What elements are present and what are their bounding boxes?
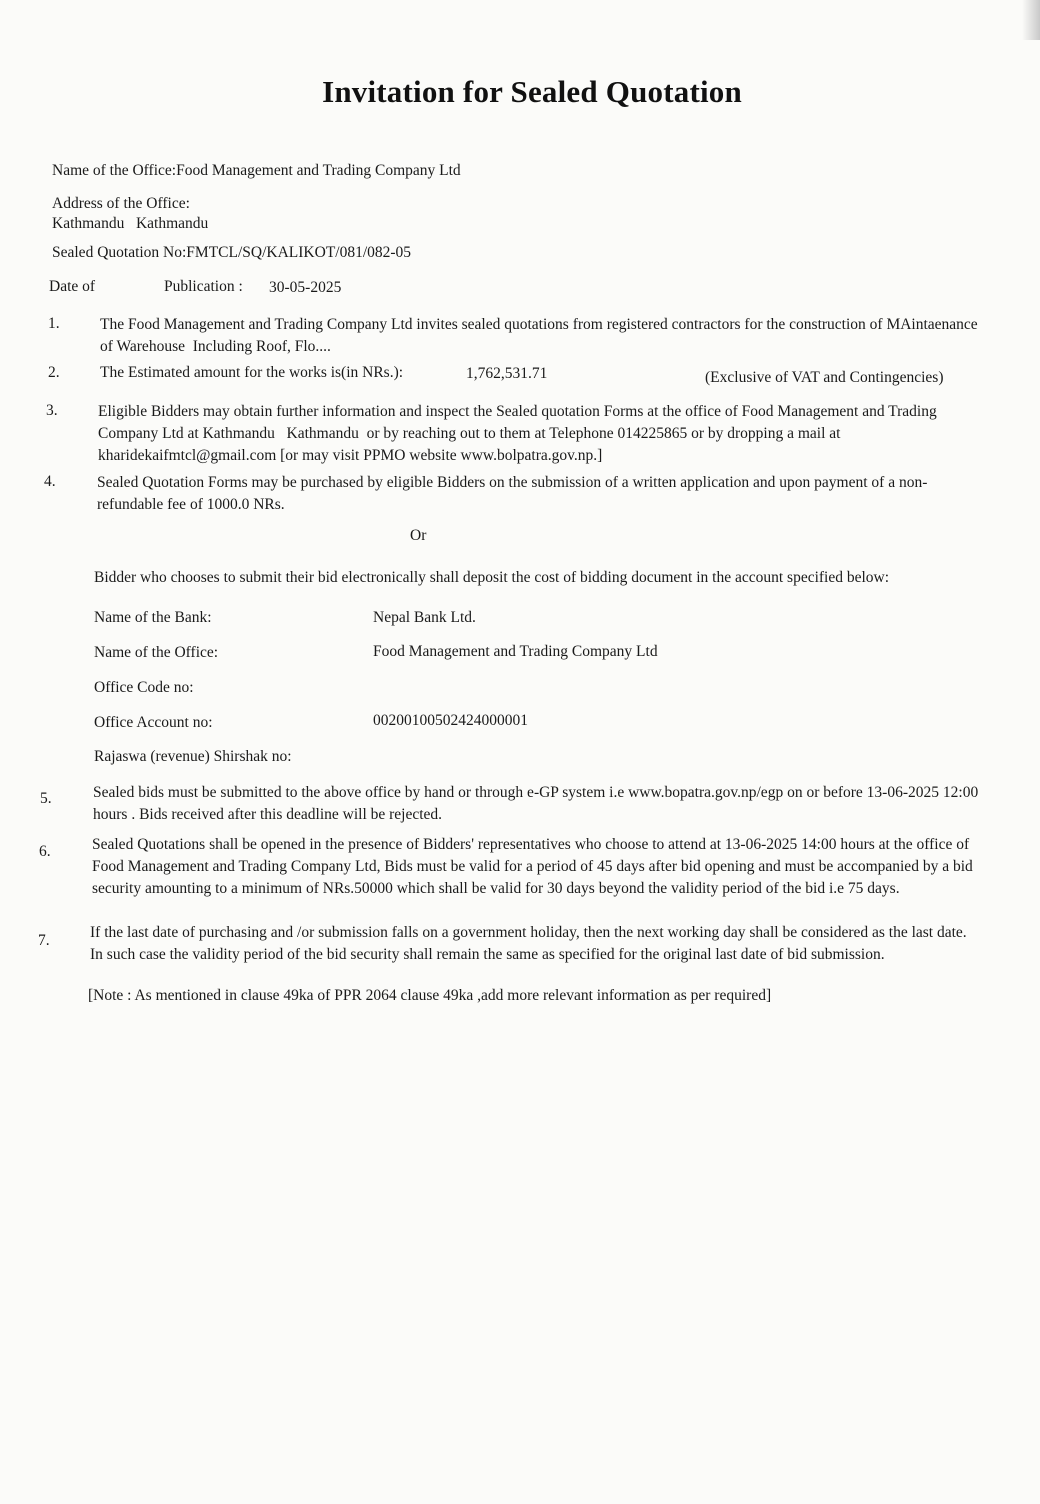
bank-office-value: Food Management and Trading Company Ltd: [373, 643, 658, 660]
publication-date: 30-05-2025: [269, 279, 342, 296]
item-number: 5.: [40, 790, 52, 807]
item-number: 6.: [39, 843, 51, 860]
item-text: Sealed bids must be submitted to the above office by hand or through e-GP system i.e www.bopatra.gov.np/egp on or before 13-06-2025 12:00 hours . Bids received after this deadline will be rejected.: [93, 784, 979, 823]
item-text: Eligible Bidders may obtain further information and inspect the Sealed quotation Forms at the office of Food Management and Trading Company Ltd at Kathmandu Kathmandu or by reaching out to them at Telephone 014225865 or by dropping a mail at kharidekaifmtcl@gmail.com [or may visit PPMO website www.bolpatra.gov.np.]: [98, 403, 941, 464]
rajaswa-label: Rajaswa (revenue) Shirshak no:: [94, 748, 292, 765]
item-text: The Food Management and Trading Company Ltd invites sealed quotations from registered contractors for the construction of MAintaenance of Warehouse Including Roof, Flo....: [100, 316, 982, 355]
item-number: 2.: [48, 364, 60, 381]
item-number: 7.: [38, 932, 50, 949]
document-title: Invitation for Sealed Quotation: [322, 74, 742, 109]
estimated-amount-label: The Estimated amount for the works is(in NRs.):: [100, 364, 404, 381]
item-number: 3.: [46, 402, 58, 419]
item-number: 1.: [48, 315, 60, 332]
item-text: Sealed Quotations shall be opened in the presence of Bidders' representatives who choose to attend at 13-06-2025 14:00 hours at the office of Food Management and Trading Company Ltd, Bids must be valid for a period of 45 days after bid opening and must be accompanied by a bid security amounting to a minimum of NRs.50000 which shall be valid for 30 days beyond the validity period of the bid i.e 75 days.: [92, 836, 973, 897]
date-label-2: Publication :: [164, 278, 243, 295]
office-code-label: Office Code no:: [94, 679, 194, 696]
estimated-amount: 1,762,531.71: [466, 365, 548, 382]
item-text: Sealed Quotation Forms may be purchased by eligible Bidders on the submission of a written application and upon payment of a non-refundable fee of 1000.0 NRs.: [97, 474, 928, 513]
item-number: 4.: [44, 473, 56, 490]
office-account-label: Office Account no:: [94, 714, 213, 731]
office-account-value: 00200100502424000001: [373, 712, 528, 729]
bank-name-label: Name of the Bank:: [94, 609, 212, 626]
scan-edge-shadow: [1022, 0, 1040, 40]
date-label-1: Date of: [49, 278, 96, 295]
quotation-number: Sealed Quotation No:FMTCL/SQ/KALIKOT/081/082-05: [52, 244, 412, 261]
or-separator: Or: [410, 527, 427, 544]
amount-note: (Exclusive of VAT and Contingencies): [705, 369, 944, 386]
clause-note: [Note : As mentioned in clause 49ka of PPR 2064 clause 49ka ,add more relevant information as per required]: [88, 987, 772, 1004]
bank-name-value: Nepal Bank Ltd.: [373, 609, 476, 626]
office-address-label: Address of the Office:: [52, 195, 190, 212]
office-name: Name of the Office:Food Management and Trading Company Ltd: [52, 162, 461, 179]
item-text: If the last date of purchasing and /or submission falls on a government holiday, then the next working day shall be considered as the last date. In such case the validity period of the bid security shall remain the same as specified for the original last date of bid submission.: [90, 924, 967, 963]
bank-office-label: Name of the Office:: [94, 644, 219, 661]
electronic-submission-text: Bidder who chooses to submit their bid electronically shall deposit the cost of bidding document in the account specified below:: [94, 569, 890, 586]
office-address-value: Kathmandu Kathmandu: [52, 215, 209, 232]
